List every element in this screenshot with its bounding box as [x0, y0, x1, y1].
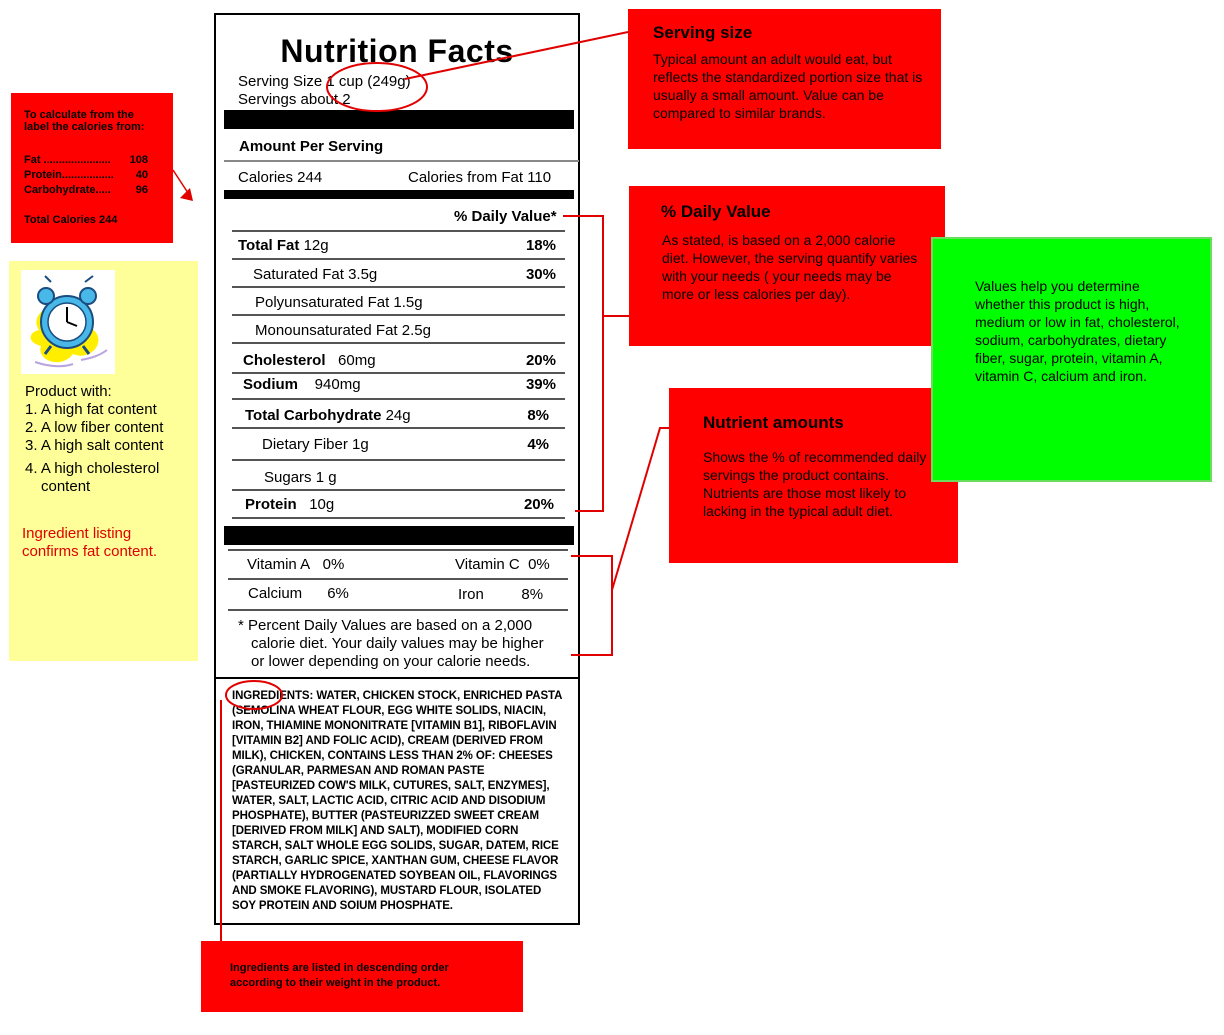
nutrient-total-carbohydrate: Total Carbohydrate 24g [245, 407, 411, 424]
amount-per-serving: Amount Per Serving [239, 138, 384, 155]
nutrient-sugars: Sugars 1 g [264, 469, 337, 486]
ingredients-list: INGREDIENTS: WATER, CHICKEN STOCK, ENRICHED PASTA (SEMOLINA WHEAT FLOUR, EGG WHITE SOLIDS, NIACIN, IRON, THIAMINE MONONITRATE [VITAMIN B1], RIBOFLAVIN [VITAMIN B2] AND FOLIC ACID), CREAM (DERIVED FROM MILK), CHICKEN, CONTAINS LESS THAN 2% OF: CHEESES (GRANULAR, PARMESAN AND ROMAN PASTE [PASTEURIZED COW'S MILK, CUTURES, SALT, ENZYMES], WATER, SALT, LACTIC ACID, CITRIC ACID AND DISODIUM PHOSPHATE), BUTTER (PASTEURIZZED SWEET CREAM [DERIVED FROM MILK] AND SALT), MODIFIED CORN STARCH, SALT WHOLE EGG SOLIDS, SUGAR, DATEM, RICE STARCH, GARLIC SPICE, XANTHAN GUM, CHEESE FLAVOR (PARTIALLY HYDROGENATED SOYBEAN OIL, FLAVORINGS AND SMOKE FLAVORING), MUSTARD FLOUR, ISOLATED SOY PROTEIN AND SOIUM PHOSPHATE. [232, 690, 562, 912]
values-help-body: Values help you determine whether this product is high, medium or low in fat, cholesterol, sodium, carbohydrates, dietary fiber, sugar, protein, vitamin A, vitamin C, calcium and iron. [975, 278, 1180, 384]
ingredient-confirm-note: Ingredient listing confirms fat content. [22, 525, 158, 560]
nutrient-saturated-fat: Saturated Fat 3.5g [253, 266, 378, 283]
nutrient-protein: Protein 10g [245, 496, 335, 513]
serving-size-body: Typical amount an adult would eat, but reflects the standardized portion size that is usually a small amount. Value can be compared to similar brands. [653, 51, 923, 121]
ingredients-circle [226, 681, 282, 709]
product-item-4: 4. A high cholesterol content [25, 460, 160, 495]
product-item-1: 1. A high fat content [25, 401, 157, 418]
calc-row-protein: Protein................. 40 [24, 169, 148, 181]
pct-saturated-fat: 30% [525, 266, 556, 283]
nutrient-amounts-body: Shows the % of recommended daily servings the product contains. Nutrients are those most likely to lacking in the typical adult diet. [703, 449, 927, 519]
daily-value-bracket [563, 216, 603, 511]
calories-from-fat: Calories from Fat 110 [408, 169, 552, 186]
daily-value-header: % Daily Value* [454, 208, 557, 225]
pct-cholesterol: 20% [525, 352, 556, 369]
pct-total-fat: 18% [525, 237, 556, 254]
product-item-3: 3. A high salt content [25, 437, 164, 454]
pct-dietary-fiber: 4% [527, 436, 549, 453]
daily-value-footnote: * Percent Daily Values are based on a 2,000 calorie diet. Your daily values may be higher or lower depending on your calorie needs. [238, 617, 544, 670]
daily-value-title: % Daily Value [661, 202, 771, 221]
serving-size-pointer [405, 32, 628, 79]
vitamins-bracket [571, 556, 612, 655]
vitamin-c: Vitamin C 0% [455, 556, 550, 573]
serving-size-circle [327, 63, 427, 111]
calories: Calories 244 [238, 169, 323, 186]
pct-total-carbohydrate: 8% [527, 407, 549, 424]
calorie-calc-heading: To calculate from the label the calories from: [24, 109, 145, 133]
servings-per-container: Servings about 2 [238, 91, 351, 108]
calc-row-carbohydrate: Carbohydrate..... 96 [24, 184, 148, 196]
serving-size-title: Serving size [653, 23, 753, 42]
nutrient-monounsaturated-fat: Monounsaturated Fat 2.5g [255, 322, 431, 339]
calcium: Calcium 6% [248, 585, 349, 602]
pct-sodium: 39% [525, 376, 556, 393]
nutrient-sodium: Sodium 940mg [243, 376, 361, 393]
daily-value-body: As stated, is based on a 2,000 calorie diet. However, the serving quantify varies with your needs ( your needs may be more or less calories per day). [662, 232, 918, 302]
calc-total: Total Calories 244 [24, 214, 118, 226]
nutrient-total-fat: Total Fat 12g [238, 237, 329, 254]
product-item-2: 2. A low fiber content [25, 419, 164, 436]
calc-row-fat: Fat ...................... 108 [24, 154, 148, 166]
iron: Iron 8% [458, 586, 544, 603]
nutrient-dietary-fiber: Dietary Fiber 1g [262, 436, 369, 453]
pct-protein: 20% [523, 496, 554, 513]
product-intro: Product with: [25, 383, 112, 400]
nutrient-amounts-title: Nutrient amounts [703, 413, 844, 432]
ingredient-order-body: Ingredients are listed in descending order according to their weight in the product. [230, 962, 449, 989]
nutrient-amounts-pointer [612, 428, 669, 590]
label-title: Nutrition Facts [280, 33, 514, 69]
serving-size: Serving Size 1 cup (249g) [238, 73, 411, 90]
vitamin-a: Vitamin A 0% [247, 556, 345, 573]
nutrient-cholesterol: Cholesterol 60mg [243, 352, 376, 369]
nutrient-polyunsaturated-fat: Polyunsaturated Fat 1.5g [255, 294, 423, 311]
